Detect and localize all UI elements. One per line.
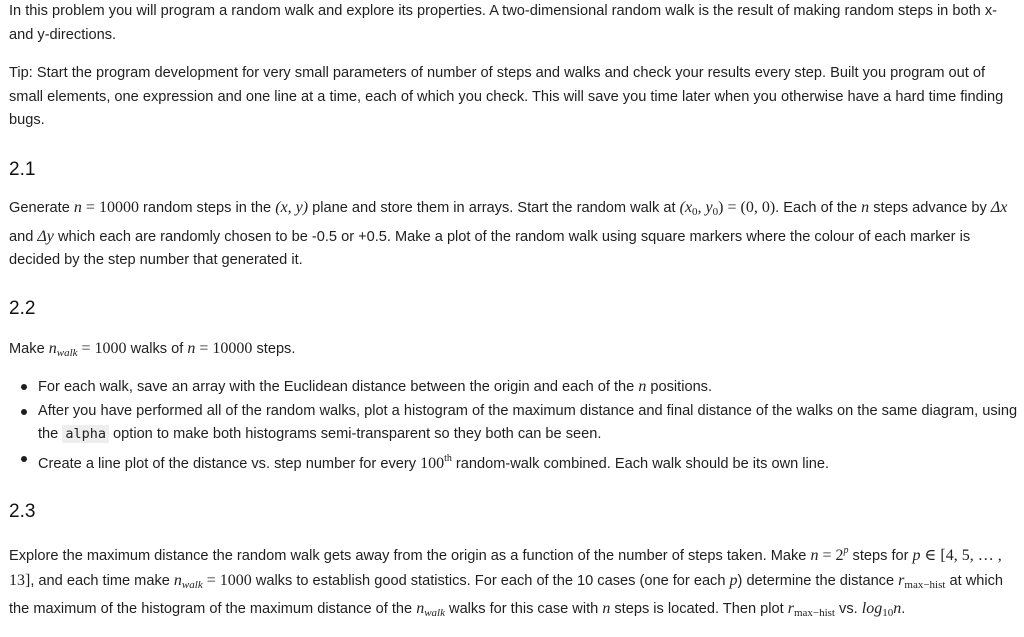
list-item: Create a line plot of the distance vs. step number for every 100th random-walk combined. Each walk should be its own line.: [38, 447, 1024, 477]
bullet-icon: [21, 456, 27, 462]
section-2-2-task-list: [9, 375, 1024, 476]
section-2-1-paragraph: Generate n = 10000 random steps in the (x, y) plane and store them in arrays. Start the random walk at ($x_0$, $y_0) = (0$, 0). Each of the n steps advance by Δx and Δy which each are randomly chosen to be -0.5 or +0.5. Make a plot of the random walk using square markers where the colour of each marker is decided by the step number that generated it.: [9, 199, 1008, 268]
intro-paragraph: In this problem you will program a random walk and explore its properties. A two-dimensional random walk is the result of making random steps in both x- and y-directions.: [9, 3, 997, 43]
bullet-icon: [21, 384, 27, 390]
section-2-3-paragraph: Explore the maximum distance the random walk gets away from the origin as a function of the number of steps taken. Make $n = 2^p$ steps for p ∈ [4, 5, … , 13], and each time make $n_{walk} = 1000$ walks to establish good statistics. For each of the 10 cases (one for each p) determine the distance $r_{max-hist}$ at which the maximum of the histogram of the maximum distance of the $n_{walk}$ walks for this case with n steps is located. Then plot $r_{max-hist}$ vs. $\log_{10}n$.: [9, 545, 1004, 619]
section-heading-2-3: 2.3: [9, 501, 36, 522]
tip-paragraph: Tip: Start the program development for very small parameters of number of steps and walks and check your results every step. Built you program out of small elements, one expression and one line at a time, each of which you check. This will save you time later when you otherwise have a hard time finding bugs.: [9, 65, 1004, 128]
list-item: After you have performed all of the random walks, plot a histogram of the maximum distance and final distance of the walks on the same diagram, using the alpha option to make both histograms semi-transparent so they both can be seen.: [38, 400, 1024, 447]
section-heading-2-2: 2.2: [9, 298, 36, 319]
bullet-icon: [21, 409, 27, 415]
section-2-2-intro: Make $n_{walk} = 1000$ walks of n = 10000 steps.: [9, 340, 296, 359]
section-heading-2-1: 2.1: [9, 159, 36, 180]
alpha-code: alpha: [62, 425, 109, 443]
list-item: For each walk, save an array with the Euclidean distance between the origin and each of the n positions.: [38, 375, 1024, 400]
